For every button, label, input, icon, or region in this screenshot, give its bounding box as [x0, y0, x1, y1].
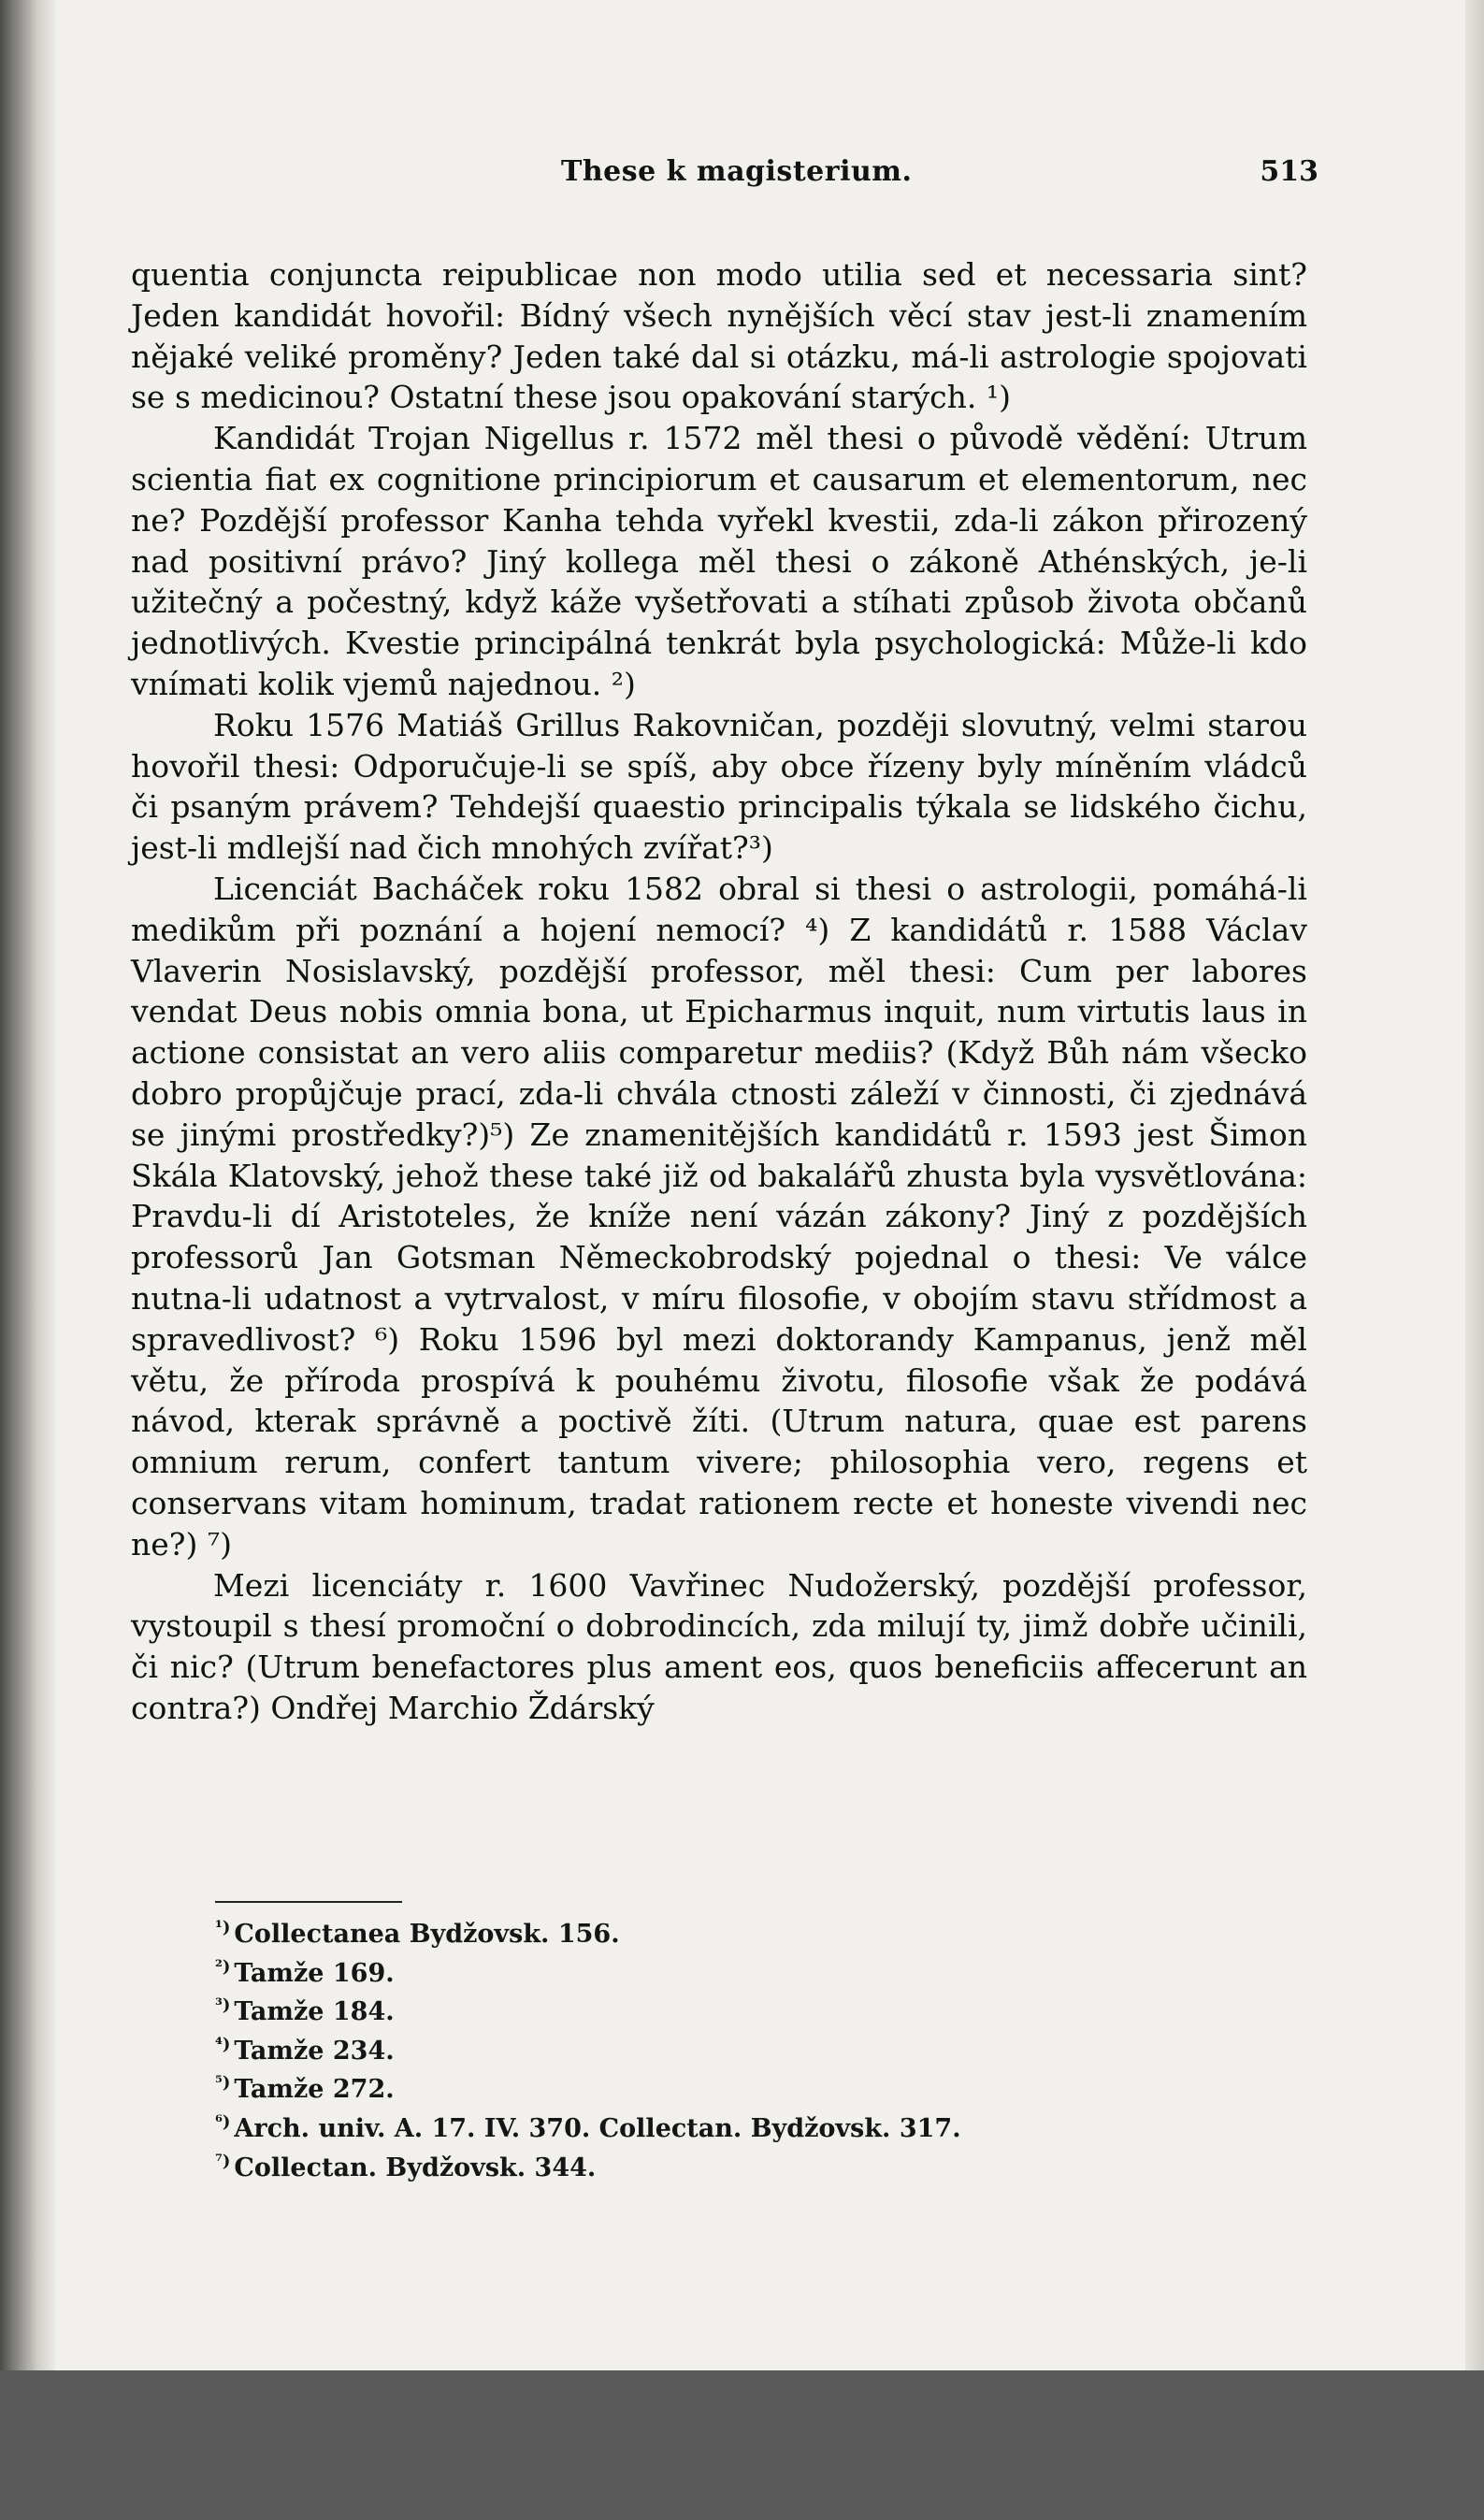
running-title: These k magisterium.	[561, 155, 913, 188]
footnote-mark: ¹)	[215, 1918, 231, 1937]
footnote-mark: ²)	[215, 1956, 231, 1977]
footnote	[215, 2107, 1150, 2146]
footnote-rule	[215, 1901, 402, 1903]
footnotes	[215, 1912, 1150, 2184]
footnote-mark: ⁷)	[215, 2151, 231, 2171]
paragraph: Licenciát Bacháček roku 1582 obral si thesi o astrologii, pomáhá-li medikům při poznání a hojení nemocí? ⁴) Z kandidátů r. 1588 Václav Vlaverin Nosislavský, pozdější professor, měl thesi: Cum per labores vendat Deus nobis omnia bona, ut Epicharmus inquit, num virtutis laus in actione consistat an vero aliis comparetur mediis? (Když Bůh nám všecko dobro propůjčuje prací, zda-li chvála ctnosti záleží v činnosti, či zjednává se jinými prostředky?)⁵) Ze znamenitějších kandidátů r. 1593 jest Šimon Skála Klatovský, jehož these také již od bakalářů zhusta byla vysvětlována: Pravdu-li dí Aristoteles, že kníže není vázán zákony? Jiný z pozdějších professorů Jan Gotsman Německobrodský pojednal o thesi: Ve válce nutna-li udatnost a vytrvalost, v míru filosofie, v obojím stavu střídmost a spravedlivost? ⁶) Roku 1596 byl mezi doktorandy Kampanus, jenž měl větu, že příroda prospívá k pouhému životu, filosofie však že podává návod, kterak správně a poctivě žíti. (Utrum natura, quae est parens omnium rerum, confert tantum vivere; philosophia vero, regens et conservans vitam hominum, tradat rationem recte et honeste vivendi nec ne?) ⁷)	[131, 870, 1307, 1562]
footnote	[215, 1990, 1150, 2029]
paragraph: Mezi licenciáty r. 1600 Vavřinec Nudožerský, pozdější professor, vystoupil s thesí promoční o dobrodincích, zda milují ty, jimž dobře učinili, či nic? (Utrum benefactores plus ament eos, quos beneficiis affecerunt an contra?) Ondřej Marchio Ždárský	[131, 1566, 1307, 1726]
footnote-text: Tamže 272.	[234, 2075, 395, 2105]
footnote-mark: ⁶)	[215, 2111, 231, 2132]
paragraph: Roku 1576 Matiáš Grillus Rakovničan, později slovutný, velmi starou hovořil thesi: Odporučuje-li se spíš, aby obce řízeny byly míněním vládců či psaným právem? Tehdejší quaestio principalis týkala se lidského čichu, jest-li mdlejší nad čich mnohých zvířat?³)	[131, 706, 1307, 867]
footnote	[215, 2067, 1150, 2107]
page-edge	[1465, 0, 1484, 2370]
footnote-mark: ⁵)	[215, 2073, 231, 2094]
paragraph: quentia conjuncta reipublicae non modo utilia sed et necessaria sint? Jeden kandidát hovořil: Bídný všech nynějších věcí stav jest-li znamením nějaké veliké proměny? Jeden také dal si otázku, má-li astrologie spojovati se s medicinou? Ostatní these jsou opakování starých. ¹)	[131, 256, 1307, 416]
footnote-text: Collectan. Bydžovsk. 344.	[234, 2153, 597, 2182]
book-gutter-shadow	[0, 0, 56, 2370]
footnote-text: Tamže 234.	[234, 2036, 395, 2066]
footnote-mark: ³)	[215, 1995, 231, 2016]
footnote-text: Tamže 184.	[234, 1997, 395, 2027]
page-number: 513	[1260, 155, 1318, 188]
main-text	[131, 254, 1307, 1729]
footnote-text: Tamže 169.	[234, 1958, 395, 1988]
footnote	[215, 2146, 1150, 2185]
footnote-mark: ⁴)	[215, 2034, 231, 2054]
footnote	[215, 2029, 1150, 2068]
footnote-text: Arch. univ. A. 17. IV. 370. Collectan. Bydžovsk. 317.	[234, 2113, 961, 2143]
footnote	[215, 1951, 1150, 1991]
page-header	[131, 155, 1318, 202]
paragraph: Kandidát Trojan Nigellus r. 1572 měl thesi o původě vědění: Utrum scientia fiat ex cognitione principiorum et causarum et elementorum, nec ne? Pozdější professor Kanha tehda vyřekl kvestii, zda-li zákon přirozený nad positivní právo? Jiný kollega měl thesi o zákoně Athénských, je-li užitečný a počestný, když káže vyšetřovati a stíhati způsob života občanů jednotlivých. Kvestie principálná tenkrát byla psychologická: Může-li kdo vnímati kolik vjemů najednou. ²)	[131, 420, 1307, 702]
footnote	[215, 1912, 1150, 1951]
footnote-text: Collectanea Bydžovsk. 156.	[234, 1920, 620, 1949]
